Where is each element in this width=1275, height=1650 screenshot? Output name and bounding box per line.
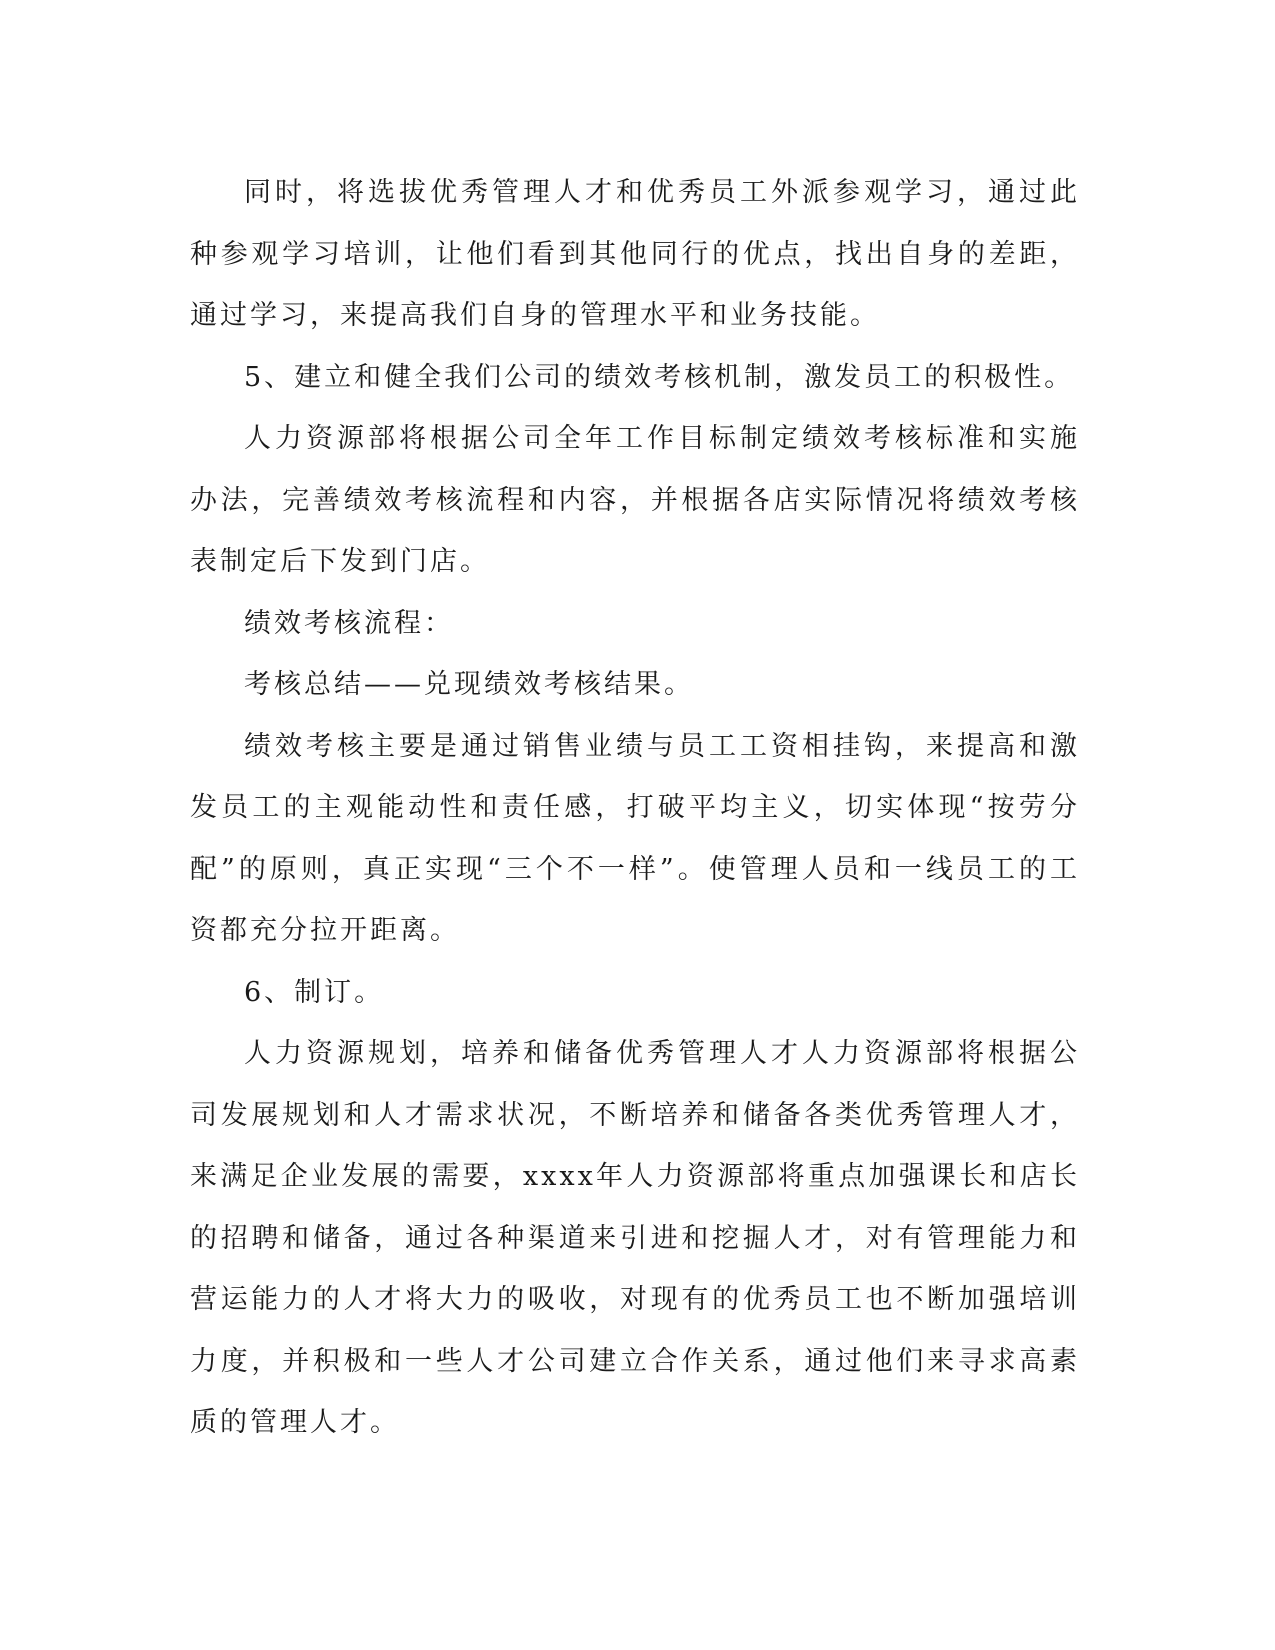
- heading-item-5: 5、建立和健全我们公司的绩效考核机制，激发员工的积极性。: [244, 361, 1075, 393]
- paragraph-assessment-summary: 考核总结——兑现绩效考核结果。: [244, 669, 694, 700]
- paragraph-assessment-standards: 人力资源部将根据公司全年工作目标制定绩效考核标准和实施办法，完善绩效考核流程和内容，并根据各店实际情况将绩效考核表制定后下发到门店。: [190, 423, 1080, 577]
- document-body: [190, 162, 1080, 1454]
- paragraph-study-visits: 同时，将选拔优秀管理人才和优秀员工外派参观学习，通过此种参观学习培训，让他们看到其他同行的优点，找出自身的差距，通过学习，来提高我们自身的管理水平和业务技能。: [190, 177, 1080, 331]
- paragraph-assessment-purpose: 绩效考核主要是通过销售业绩与员工工资相挂钩，来提高和激发员工的主观能动性和责任感，打破平均主义，切实体现“按劳分配”的原则，真正实现“三个不一样”。使管理人员和一线员工的工资都充分拉开距离。: [190, 730, 1080, 946]
- heading-item-6: 6、制订。: [244, 976, 385, 1008]
- paragraph-hr-planning: 人力资源规划，培养和储备优秀管理人才人力资源部将根据公司发展规划和人才需求状况，不断培养和储备各类优秀管理人才，来满足企业发展的需要，xxxx年人力资源部将重点加强课长和店长的招聘和储备，通过各种渠道来引进和挖掘人才，对有管理能力和营运能力的人才将大力的吸收，对现有的优秀员工也不断加强培训力度，并积极和一些人才公司建立合作关系，通过他们来寻求高素质的管理人才。: [190, 1038, 1080, 1438]
- paragraph-assessment-process-label: 绩效考核流程：: [244, 607, 454, 639]
